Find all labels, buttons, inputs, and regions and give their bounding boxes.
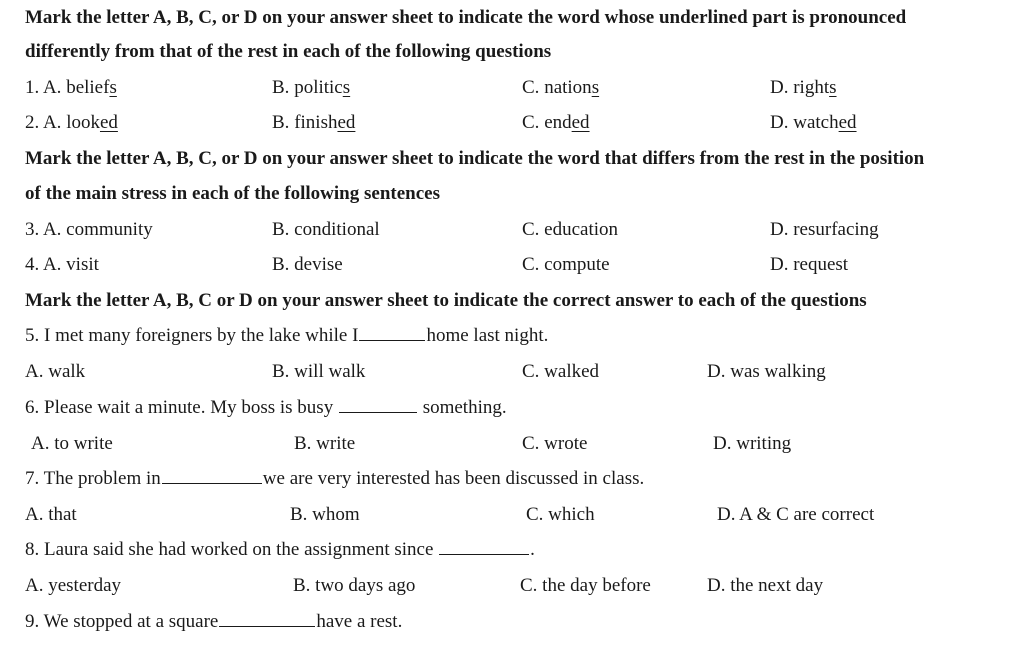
q8-option-d[interactable]: D. the next day — [707, 575, 824, 596]
q5-option-d[interactable]: D. was walking — [707, 361, 826, 382]
section1-heading-line2: differently from that of the rest in each of the following questions — [25, 41, 552, 62]
question-4-row — [0, 247, 1024, 283]
q9-blank — [219, 608, 315, 627]
q1-a-label: 1. A. — [25, 77, 67, 98]
q2-c-underlined: ed — [571, 112, 590, 133]
q7-text — [25, 461, 644, 497]
q3-option-b[interactable]: B. conditional — [272, 219, 380, 240]
q2-a-underlined: ed — [99, 112, 118, 133]
q9-text — [25, 604, 402, 640]
q9-text-pre: 9. We stopped at a square — [25, 611, 219, 632]
q6-blank — [339, 394, 417, 413]
q2-option-a[interactable] — [25, 105, 118, 141]
q7-option-b[interactable]: B. whom — [290, 504, 360, 525]
q2-d-stem: watch — [793, 112, 839, 133]
q5-option-a[interactable]: A. walk — [25, 361, 86, 382]
question-3-row — [0, 212, 1024, 248]
q1-d-stem: right — [793, 77, 830, 98]
q3-option-d[interactable]: D. resurfacing — [770, 219, 879, 240]
q7-option-a[interactable]: A. that — [25, 504, 77, 525]
q6-text-post: something. — [417, 397, 507, 418]
q1-option-a[interactable] — [25, 70, 117, 106]
question-9-stem — [0, 604, 1024, 640]
q4-option-d[interactable]: D. request — [770, 254, 849, 275]
q4-option-c[interactable]: C. compute — [522, 254, 610, 275]
q5-text — [25, 318, 548, 354]
q7-blank — [162, 465, 262, 484]
q1-b-underlined: s — [342, 77, 351, 98]
q1-a-underlined: s — [109, 77, 117, 98]
question-6-options — [0, 426, 1024, 462]
q2-b-stem: finish — [294, 112, 338, 133]
question-5-options — [0, 354, 1024, 390]
q7-text-post: we are very interested has been discussed in class. — [262, 468, 645, 489]
q1-b-stem: politic — [294, 77, 343, 98]
q1-option-b[interactable] — [272, 70, 350, 106]
q1-d-label: D. — [770, 77, 794, 98]
q2-option-b[interactable] — [272, 105, 355, 141]
q1-c-stem: nation — [544, 77, 592, 98]
question-7-options — [0, 497, 1024, 533]
q2-option-d[interactable] — [770, 105, 857, 141]
q3-option-a[interactable]: 3. A. community — [25, 219, 153, 240]
q9-text-post: have a rest. — [316, 611, 403, 632]
q8-text-pre: 8. Laura said she had worked on the assignment since — [25, 539, 439, 560]
q4-option-a[interactable]: 4. A. visit — [25, 254, 99, 275]
q6-option-c[interactable]: C. wrote — [522, 433, 588, 454]
q6-option-d[interactable]: D. writing — [713, 433, 792, 454]
q1-c-underlined: s — [591, 77, 600, 98]
q2-d-underlined: ed — [838, 112, 857, 133]
q2-c-stem: end — [544, 112, 572, 133]
q1-d-underlined: s — [829, 77, 837, 98]
q2-b-underlined: ed — [337, 112, 356, 133]
q7-text-pre: 7. The problem in — [25, 468, 161, 489]
q5-blank — [359, 322, 425, 341]
question-7-stem — [0, 461, 1024, 497]
q6-text — [25, 390, 507, 426]
q2-a-stem: look — [66, 112, 100, 133]
q2-d-label: D. — [770, 112, 794, 133]
q1-option-d[interactable] — [770, 70, 837, 106]
q8-text-post: . — [530, 539, 535, 560]
question-1-row — [0, 70, 1024, 106]
section1-heading-line1: Mark the letter A, B, C, or D on your answer sheet to indicate the word whose underlined part is pronounced — [25, 7, 907, 28]
question-6-stem — [0, 390, 1024, 426]
q3-option-c[interactable]: C. education — [522, 219, 619, 240]
section2-heading-line2: of the main stress in each of the following sentences — [25, 183, 440, 204]
question-8-stem — [0, 532, 1024, 568]
q2-c-label: C. — [522, 112, 545, 133]
section2-heading-line1: Mark the letter A, B, C, or D on your answer sheet to indicate the word that differs from the rest in the position — [25, 148, 925, 169]
q2-b-label: B. — [272, 112, 295, 133]
q1-b-label: B. — [272, 77, 295, 98]
question-5-stem — [0, 318, 1024, 354]
q6-option-a[interactable]: A. to write — [31, 433, 113, 454]
q8-option-b[interactable]: B. two days ago — [293, 575, 416, 596]
q1-option-c[interactable] — [522, 70, 599, 106]
question-8-options — [0, 568, 1024, 604]
question-2-row — [0, 105, 1024, 141]
q6-text-pre: 6. Please wait a minute. My boss is busy — [25, 397, 338, 418]
section3-heading: Mark the letter A, B, C or D on your answer sheet to indicate the correct answer to each of the questions — [25, 290, 867, 311]
q5-option-b[interactable]: B. will walk — [272, 361, 366, 382]
q1-c-label: C. — [522, 77, 545, 98]
q6-option-b[interactable]: B. write — [294, 433, 356, 454]
q8-blank — [439, 536, 529, 555]
q5-text-post: home last night. — [426, 325, 549, 346]
q1-a-stem: belief — [66, 77, 110, 98]
q2-option-c[interactable] — [522, 105, 590, 141]
q7-option-d[interactable]: D. A & C are correct — [717, 504, 875, 525]
q5-option-c[interactable]: C. walked — [522, 361, 600, 382]
q5-text-pre: 5. I met many foreigners by the lake while I — [25, 325, 359, 346]
q8-option-a[interactable]: A. yesterday — [25, 575, 122, 596]
q8-text — [25, 532, 535, 568]
q4-option-b[interactable]: B. devise — [272, 254, 343, 275]
q2-a-label: 2. A. — [25, 112, 67, 133]
q7-option-c[interactable]: C. which — [526, 504, 595, 525]
q8-option-c[interactable]: C. the day before — [520, 575, 651, 596]
